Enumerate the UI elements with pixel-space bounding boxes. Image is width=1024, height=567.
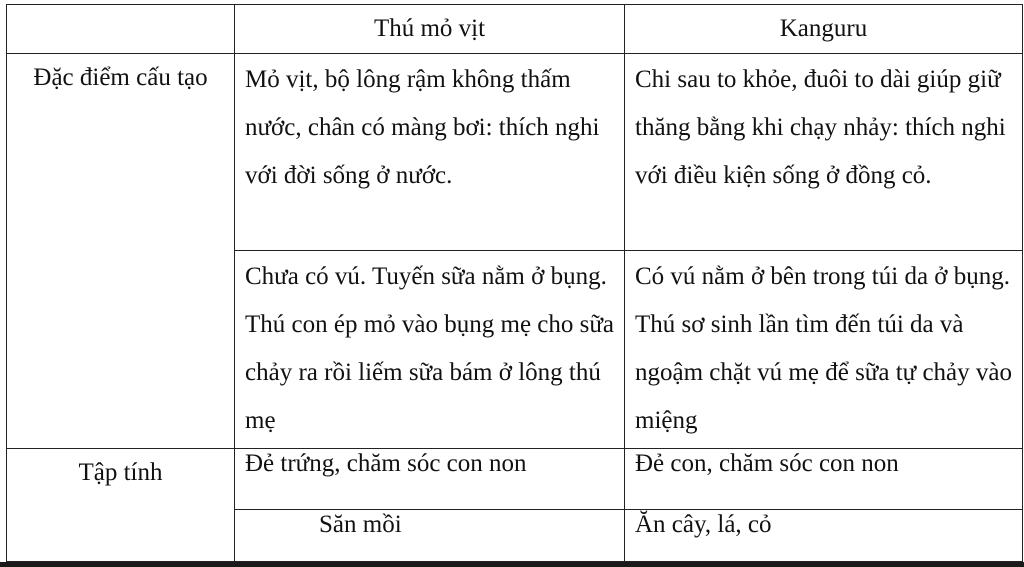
- header-platypus: Thú mỏ vịt: [235, 5, 625, 54]
- table-cell: [625, 510, 1023, 562]
- cell-text-structure-2-platypus: Chưa có vú. Tuyến sữa nằm ở bụng. Thú con ép mỏ vào bụng mẹ cho sữa chảy ra rồi liếm sữa bám ở lông thú mẹ: [245, 263, 615, 434]
- table-cell: [625, 251, 1023, 449]
- table-row: [7, 54, 1023, 251]
- cell-text-behavior-2-platypus: Săn mồi: [319, 511, 402, 538]
- table-cell: [235, 510, 625, 562]
- cell-text-behavior-2-kangaroo: Ăn cây, lá, cỏ: [635, 511, 772, 538]
- table-cell: [235, 251, 625, 449]
- row-label-structure: Đặc điểm cấu tạo: [7, 54, 235, 449]
- table-cell: [625, 54, 1023, 251]
- table-header-row: [7, 5, 1023, 54]
- cell-text-structure-2-kangaroo: Có vú nằm ở bên trong túi da ở bụng. Thú sơ sinh lần tìm đến túi da và ngoậm chặt vú mẹ để sữa tự chảy vào miệng: [635, 263, 1012, 434]
- cell-text-behavior-1-kangaroo: Đẻ con, chăm sóc con non: [635, 450, 899, 477]
- table-cell: [235, 449, 625, 510]
- table-row: [7, 449, 1023, 510]
- header-kangaroo: Kanguru: [625, 5, 1023, 54]
- cell-text-behavior-1-platypus: Đẻ trứng, chăm sóc con non: [245, 450, 527, 477]
- table-cell: [235, 54, 625, 251]
- cell-text-structure-1-kangaroo: Chi sau to khỏe, đuôi to dài giúp giữ thăng bằng khi chạy nhảy: thích nghi với điều kiện sống ở đồng cỏ.: [635, 66, 1006, 189]
- table-cell: [625, 449, 1023, 510]
- bottom-border-line: [0, 562, 1024, 567]
- comparison-table: [6, 4, 1023, 562]
- header-empty-cell: [7, 5, 235, 54]
- cell-text-structure-1-platypus: Mỏ vịt, bộ lông rậm không thấm nước, chân có màng bơi: thích nghi với đời sống ở nước.: [245, 66, 600, 189]
- row-label-behavior: Tập tính: [7, 449, 235, 562]
